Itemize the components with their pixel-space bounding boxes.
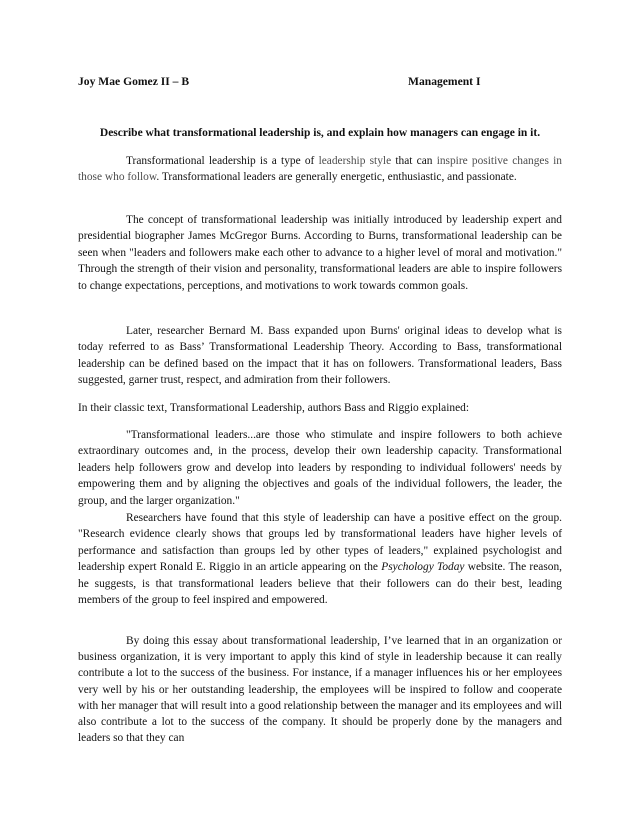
paragraph-1-text-a: Transformational leadership is a type of	[126, 155, 319, 167]
essay-question: Describe what transformational leadership is, and explain how managers can engage in it.	[99, 127, 541, 139]
paragraph-6-text-a: Researchers have found that this style of leadership can have a positive effect on the group. "Research evidence clearly shows that groups led by transformational leaders have higher levels of performance and satisfaction than groups led by other types of leaders," explained psychologist and leadership expert Ronald E. Riggio in an article appearing on the	[78, 512, 562, 574]
paragraph-4: In their classic text, Transformational Leadership, authors Bass and Riggio explained:	[78, 402, 469, 414]
paragraph-1-text-e: . Transformational leaders are generally energetic, enthusiastic, and passionate.	[156, 171, 517, 184]
quote-paragraph: "Transformational leaders...are those who stimulate and inspire followers to both achieve extraordinary outcomes and, in the process, develop their own leadership capacity. Transformational leaders help followers grow and develop into leaders by responding to individual followers' needs by empowering them and by aligning the objectives and goals of the individual followers, the leader, the group, and the larger organization."	[78, 429, 562, 507]
paragraph-1	[78, 153, 562, 186]
paragraph-2: The concept of transformational leadership was initially introduced by leadership expert and presidential biographer James McGregor Burns. According to Burns, transformational leadership can be seen when "leaders and followers make each other to advance to a higher level of moral and motivation." Through the strength of their vision and personality, transformational leaders are able to inspire followers to change expectations, perceptions, and motivations to work towards common goals.	[78, 214, 562, 292]
paragraph-1-text-c: that can	[391, 155, 437, 167]
paragraph-3: Later, researcher Bernard M. Bass expanded upon Burns' original ideas to develop what is today referred to as Bass’ Transformational Leadership Theory. According to Bass, transformational leadership can be defined based on the impact that it has on followers. Transformational leaders, Bass suggested, garner trust, respect, and admiration from their followers.	[78, 325, 562, 387]
inspire-changes-link[interactable]: inspire positive changes in those who follow	[78, 155, 562, 184]
leadership-style-link[interactable]: leadership style	[318, 155, 392, 167]
paragraph-6-text-c: website. The reason, he suggests, is that transformational leaders believe that their followers can do their best, leading members of the group to feel inspired and empowered.	[78, 561, 563, 607]
psychology-today-title: Psychology Today	[381, 561, 465, 574]
conclusion-paragraph: By doing this essay about transformational leadership, I’ve learned that in an organization or business organization, it is very important to apply this kind of style in leadership because it can really contribute a lot to the success of the business. For instance, if a manager influences his or her employees very well by his or her outstanding leadership, the employees will be inspired to follow and cooperate with her manager that will result into a good relationship between the manager and its employees and will also contribute a lot to the success of the company. It should be properly done by the managers and leaders so that they can	[78, 635, 562, 745]
course-name: Management I	[408, 75, 481, 88]
author-name: Joy Mae Gomez II – B	[78, 75, 190, 88]
paragraph-6	[78, 510, 562, 608]
